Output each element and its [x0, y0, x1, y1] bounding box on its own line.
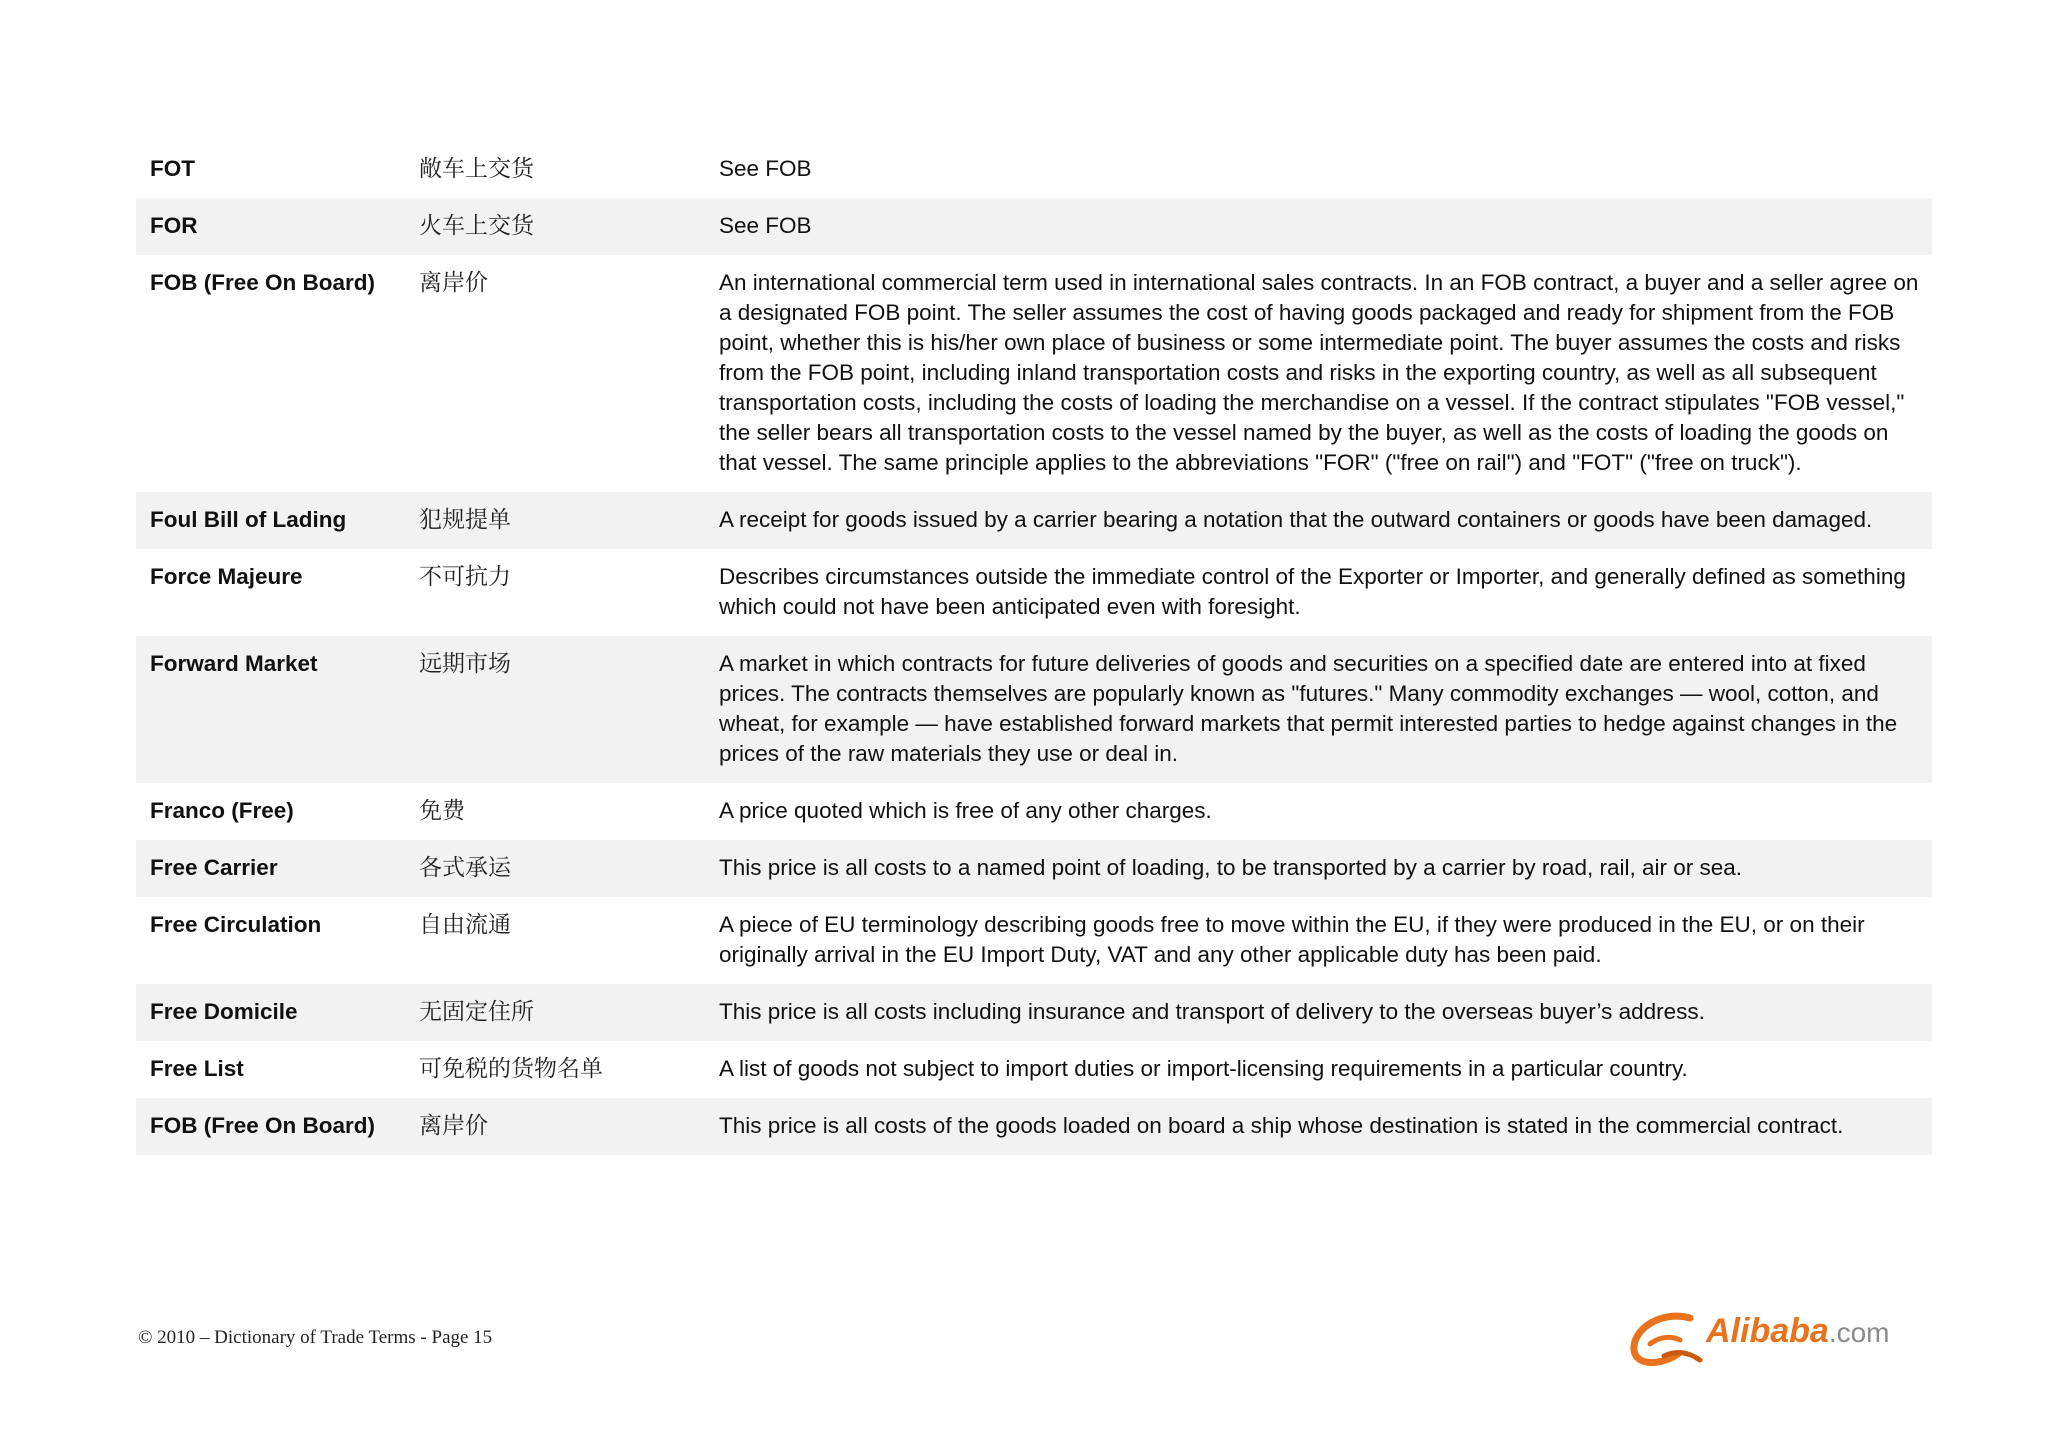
term-cell: Forward Market — [150, 651, 318, 676]
term-cell: FOR — [150, 213, 198, 238]
term-cell: FOB (Free On Board) — [150, 1113, 376, 1138]
definition-cell: This price is all costs of the goods loaded on board a ship whose destination is stated in the commercial contract. — [719, 1113, 1844, 1138]
table-row — [136, 549, 1932, 636]
definition-cell: An international commercial term used in international sales contracts. In an FOB contract, a buyer and a seller agree on a designated FOB point. The seller assumes the cost of having goods packaged and ready for shipment from the FOB point, whether this is his/her own place of business or some intermediate point. The buyer assumes the costs and risks from the FOB point, including inland transportation costs and risks in the exporting country, as well as all subsequent transportation costs, including the costs of loading the merchandise on a vessel. If the contract stipulates "FOB vessel," the seller bears all transportation costs to the vessel named by the buyer, as well as the costs of loading the goods on that vessel. The same principle applies to the abbreviations "FOR" ("free on rail") and "FOT" ("free on truck"). — [719, 270, 1919, 475]
chinese-term-cell: 离岸价 — [419, 1113, 488, 1139]
term-cell: Force Majeure — [150, 564, 303, 589]
term-cell: Free List — [150, 1056, 244, 1081]
table-row — [136, 783, 1932, 840]
definition-cell: A list of goods not subject to import duties or import-licensing requirements in a particular country. — [719, 1056, 1688, 1081]
definition-cell: See FOB — [719, 156, 812, 181]
term-cell: Free Carrier — [150, 855, 278, 880]
term-cell: Franco (Free) — [150, 798, 294, 823]
chinese-term-cell: 不可抗力 — [419, 564, 511, 590]
table-row — [136, 1098, 1932, 1155]
table-row — [136, 1041, 1932, 1098]
chinese-term-cell: 犯规提单 — [419, 507, 511, 533]
definition-cell: This price is all costs to a named point of loading, to be transported by a carrier by road, rail, air or sea. — [719, 855, 1743, 880]
chinese-term-cell: 敞车上交货 — [419, 156, 534, 182]
table-row — [136, 984, 1932, 1041]
term-cell: Free Domicile — [150, 999, 298, 1024]
table-row — [136, 897, 1932, 984]
definition-cell: A market in which contracts for future deliveries of goods and securities on a specified date are entered into at fixed prices. The contracts themselves are popularly known as "futures." Many commodity exchanges — wool, cotton, and wheat, for example — have established forward markets that permit interested parties to hedge against changes in the prices of the raw materials they use or deal in. — [719, 651, 1898, 766]
page-footer: © 2010 – Dictionary of Trade Terms - Page 15 — [138, 1327, 493, 1348]
definition-cell: A price quoted which is free of any other charges. — [719, 798, 1212, 823]
table-row — [136, 198, 1932, 255]
glossary-table — [136, 141, 1932, 1155]
table-row — [136, 492, 1932, 549]
table-row — [136, 636, 1932, 783]
definition-cell: This price is all costs including insurance and transport of delivery to the overseas buyer’s address. — [719, 999, 1705, 1024]
alibaba-swoosh-icon — [1620, 1300, 1710, 1380]
definition-cell: A piece of EU terminology describing goods free to move within the EU, if they were produced in the EU, or on their originally arrival in the EU Import Duty, VAT and any other applicable duty has been paid. — [719, 912, 1865, 967]
chinese-term-cell: 火车上交货 — [419, 213, 534, 239]
table-row — [136, 255, 1932, 492]
chinese-term-cell: 各式承运 — [419, 855, 511, 881]
term-cell: FOT — [150, 156, 195, 181]
alibaba-logo — [1620, 1300, 1920, 1380]
chinese-term-cell: 可免税的货物名单 — [419, 1056, 603, 1082]
chinese-term-cell: 无固定住所 — [419, 999, 534, 1025]
logo-wordmark: Alibaba.com — [1706, 1312, 1890, 1350]
chinese-term-cell: 自由流通 — [419, 912, 511, 938]
definition-cell: A receipt for goods issued by a carrier bearing a notation that the outward containers or goods have been damaged. — [719, 507, 1873, 532]
definition-cell: See FOB — [719, 213, 812, 238]
table-row — [136, 840, 1932, 897]
term-cell: Free Circulation — [150, 912, 322, 937]
chinese-term-cell: 远期市场 — [419, 651, 511, 677]
table-row — [136, 141, 1932, 198]
term-cell: FOB (Free On Board) — [150, 270, 376, 295]
chinese-term-cell: 免费 — [419, 798, 465, 824]
definition-cell: Describes circumstances outside the immediate control of the Exporter or Importer, and generally defined as something which could not have been anticipated even with foresight. — [719, 564, 1906, 619]
term-cell: Foul Bill of Lading — [150, 507, 347, 532]
chinese-term-cell: 离岸价 — [419, 270, 488, 296]
